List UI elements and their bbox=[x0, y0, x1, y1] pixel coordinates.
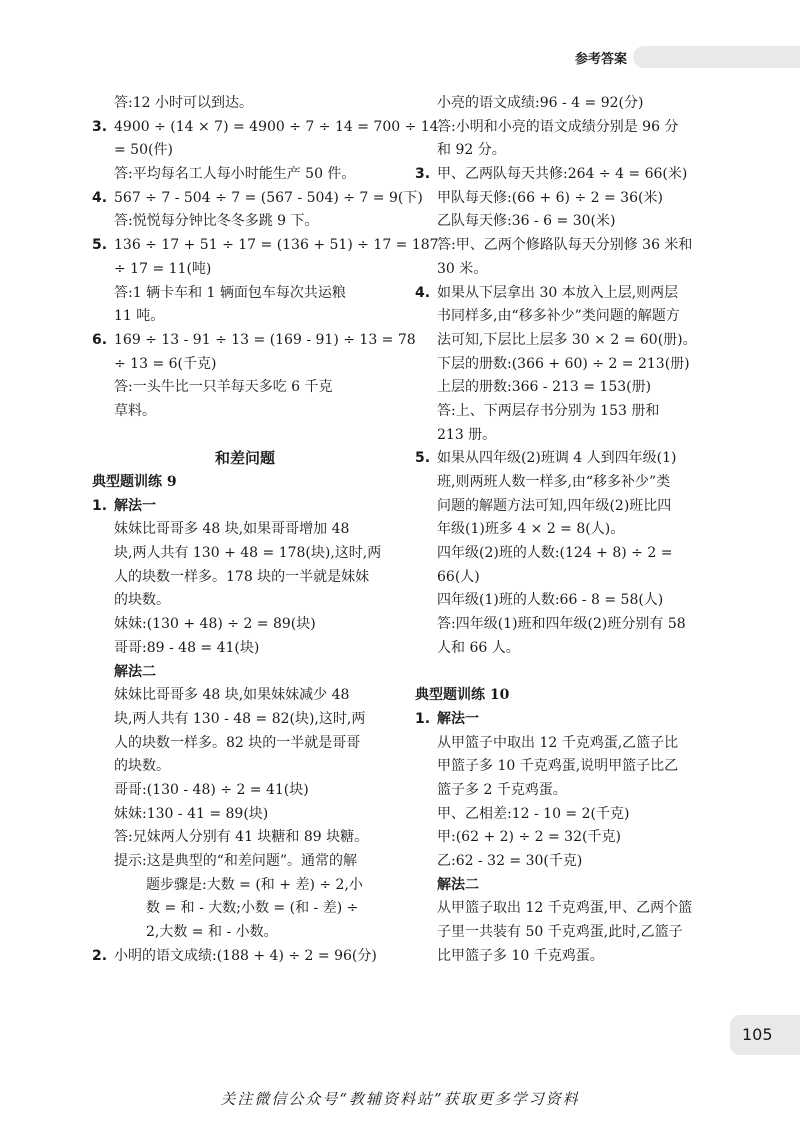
numbered-answer-line bbox=[92, 187, 423, 211]
numbered-answer-line bbox=[415, 282, 715, 306]
text-line: 乙队每天修:36 - 6 = 30(米) bbox=[437, 213, 616, 230]
page-number-tab bbox=[730, 1015, 800, 1055]
text-line: 甲、乙相差:12 - 10 = 2(千克) bbox=[437, 805, 630, 822]
section-title: 和差问题 bbox=[214, 449, 275, 468]
numbered-answer-line bbox=[415, 163, 715, 187]
text-line: 的块数。 bbox=[114, 592, 170, 609]
text-line: 答:1 辆卡车和 1 辆面包车每次共运粮 bbox=[114, 284, 346, 301]
spacer bbox=[415, 661, 715, 685]
right-column bbox=[415, 92, 715, 968]
text-line: 213 册。 bbox=[437, 426, 497, 443]
text-line: 书同样多,由“移多补少”类问题的解题方 bbox=[437, 308, 680, 325]
text-line: 66(人) bbox=[437, 568, 480, 585]
line-text: 如果从下层拿出 30 本放入上层,则两层 bbox=[437, 284, 679, 301]
numbered-answer-line bbox=[92, 945, 398, 969]
item-number: 4. bbox=[92, 189, 108, 206]
numbered-answer-line bbox=[92, 234, 439, 258]
text-line: 上层的册数:366 - 213 = 153(册) bbox=[437, 379, 652, 396]
text-line: ÷ 17 = 11(吨) bbox=[114, 260, 212, 277]
text-line: 11 吨。 bbox=[114, 308, 165, 325]
text-line: 小亮的语文成绩:96 - 4 = 92(分) bbox=[437, 95, 644, 111]
text-line: 答:甲、乙两个修路队每天分别修 36 米和 bbox=[437, 237, 693, 254]
text-line: 答:12 小时可以到达。 bbox=[114, 95, 253, 111]
numbered-answer-line bbox=[92, 116, 439, 140]
text-line: 和 92 分。 bbox=[437, 142, 506, 159]
text-line: 人的块数一样多。178 块的一半就是妹妹 bbox=[114, 568, 370, 585]
header-tab-shape bbox=[633, 46, 800, 68]
numbered-answer-line bbox=[415, 708, 715, 732]
text-line: 人和 66 人。 bbox=[437, 639, 520, 656]
text-line: 题步骤是:大数 = (和 + 差) ÷ 2,小 bbox=[146, 876, 363, 893]
text-line: 2,大数 = 和 - 小数。 bbox=[146, 924, 278, 941]
line-text: 169 ÷ 13 - 91 ÷ 13 = (169 - 91) ÷ 13 = 78 bbox=[114, 331, 416, 348]
item-number: 1. bbox=[92, 497, 108, 514]
text-line: 甲队每天修:(66 + 6) ÷ 2 = 36(米) bbox=[437, 189, 663, 206]
item-number: 2. bbox=[92, 947, 108, 964]
numbered-answer-line bbox=[415, 447, 715, 471]
text-line: 块,两人共有 130 + 48 = 178(块),这时,两 bbox=[114, 545, 382, 562]
text-line: 问题的解题方法可知,四年级(2)班比四 bbox=[437, 497, 672, 514]
item-number: 3. bbox=[415, 166, 431, 183]
numbered-answer-line bbox=[92, 329, 416, 353]
text-line: 30 米。 bbox=[437, 260, 488, 277]
section-label: 参考答案 bbox=[575, 52, 628, 67]
text-line: 答:小明和小亮的语文成绩分别是 96 分 bbox=[437, 118, 679, 135]
text-line: 人的块数一样多。82 块的一半就是哥哥 bbox=[114, 734, 361, 751]
text-line: 班,则两班人数一样多,由“移多补少”类 bbox=[437, 474, 671, 490]
item-number: 1. bbox=[415, 710, 431, 727]
line-text: 4900 ÷ (14 × 7) = 4900 ÷ 7 ÷ 14 = 700 ÷ 14 bbox=[114, 118, 439, 135]
text-line: 哥哥:89 - 48 = 41(块) bbox=[114, 639, 260, 656]
item-number: 5. bbox=[415, 450, 431, 467]
text-line: 妹妹比哥哥多 48 块,如果哥哥增加 48 bbox=[114, 521, 350, 538]
text-line: 篮子多 2 千克鸡蛋。 bbox=[437, 781, 567, 798]
footer-watermark: 关注微信公众号“教辅资料站”获取更多学习资料 bbox=[220, 1090, 580, 1108]
text-line: 妹妹:(130 + 48) ÷ 2 = 89(块) bbox=[114, 616, 316, 633]
item-number: 3. bbox=[92, 118, 108, 135]
text-line: 甲篮子多 10 千克鸡蛋,说明甲篮子比乙 bbox=[437, 758, 679, 775]
text-line: 妹妹:130 - 41 = 89(块) bbox=[114, 805, 269, 822]
text-line: 块,两人共有 130 - 48 = 82(块),这时,两 bbox=[114, 710, 366, 727]
method-heading: 解法二 bbox=[114, 663, 156, 680]
text-line: 答:上、下两层存书分别为 153 册和 bbox=[437, 402, 660, 419]
text-line: 提示:这是典型的“和差问题”。通常的解 bbox=[114, 853, 358, 869]
text-line: 答:悦悦每分钟比冬冬多跳 9 下。 bbox=[114, 213, 319, 230]
subsection-heading: 典型题训练 10 bbox=[415, 687, 510, 704]
text-line: 答:平均每名工人每小时能生产 50 件。 bbox=[114, 166, 356, 183]
subsection-heading: 典型题训练 9 bbox=[92, 474, 177, 490]
item-number: 4. bbox=[415, 284, 431, 301]
text-line: 答:兄妹两人分别有 41 块糖和 89 块糖。 bbox=[114, 829, 369, 846]
line-text: 解法一 bbox=[437, 710, 479, 727]
text-line: 答:四年级(1)班和四年级(2)班分别有 58 bbox=[437, 616, 686, 633]
page-number: 105 bbox=[742, 1025, 773, 1044]
item-number: 6. bbox=[92, 331, 108, 348]
page-header bbox=[575, 42, 800, 72]
line-text: 如果从四年级(2)班调 4 人到四年级(1) bbox=[437, 450, 677, 467]
line-text: 甲、乙两队每天共修:264 ÷ 4 = 66(米) bbox=[437, 166, 688, 183]
text-line: 从甲篮子中取出 12 千克鸡蛋,乙篮子比 bbox=[437, 734, 679, 751]
text-line: 子里一共装有 50 千克鸡蛋,此时,乙篮子 bbox=[437, 924, 683, 941]
text-line: 答:一头牛比一只羊每天多吃 6 千克 bbox=[114, 379, 333, 396]
text-line: 年级(1)班多 4 × 2 = 8(人)。 bbox=[437, 521, 625, 538]
line-text: 567 ÷ 7 - 504 ÷ 7 = (567 - 504) ÷ 7 = 9(下) bbox=[114, 189, 423, 206]
text-line: 从甲篮子取出 12 千克鸡蛋,甲、乙两个篮 bbox=[437, 900, 693, 917]
text-line: 下层的册数:(366 + 60) ÷ 2 = 213(册) bbox=[437, 355, 690, 372]
text-line: 四年级(1)班的人数:66 - 8 = 58(人) bbox=[437, 592, 664, 609]
left-column bbox=[92, 92, 439, 968]
text-line: ÷ 13 = 6(千克) bbox=[114, 355, 217, 372]
line-text: 解法一 bbox=[114, 497, 156, 514]
text-line: 数 = 和 - 大数;小数 = (和 - 差) ÷ bbox=[146, 900, 359, 917]
text-line: 哥哥:(130 - 48) ÷ 2 = 41(块) bbox=[114, 781, 309, 798]
text-line: 法可知,下层比上层多 30 × 2 = 60(册)。 bbox=[437, 331, 697, 348]
text-line: 乙:62 - 32 = 30(千克) bbox=[437, 853, 583, 869]
text-line: 的块数。 bbox=[114, 758, 170, 775]
method-heading: 解法二 bbox=[437, 876, 479, 893]
item-number: 5. bbox=[92, 237, 108, 254]
text-line: 甲:(62 + 2) ÷ 2 = 32(千克) bbox=[437, 829, 621, 846]
line-text: 136 ÷ 17 + 51 ÷ 17 = (136 + 51) ÷ 17 = 187 bbox=[114, 237, 439, 254]
text-line: 四年级(2)班的人数:(124 + 8) ÷ 2 = bbox=[437, 545, 673, 562]
text-line: 妹妹比哥哥多 48 块,如果妹妹减少 48 bbox=[114, 687, 350, 704]
spacer bbox=[92, 424, 398, 448]
text-line: 草料。 bbox=[114, 402, 156, 419]
line-text: 小明的语文成绩:(188 + 4) ÷ 2 = 96(分) bbox=[114, 947, 377, 964]
text-line: = 50(件) bbox=[114, 142, 173, 159]
text-line: 比甲篮子多 10 千克鸡蛋。 bbox=[437, 947, 604, 964]
numbered-answer-line bbox=[92, 495, 398, 519]
